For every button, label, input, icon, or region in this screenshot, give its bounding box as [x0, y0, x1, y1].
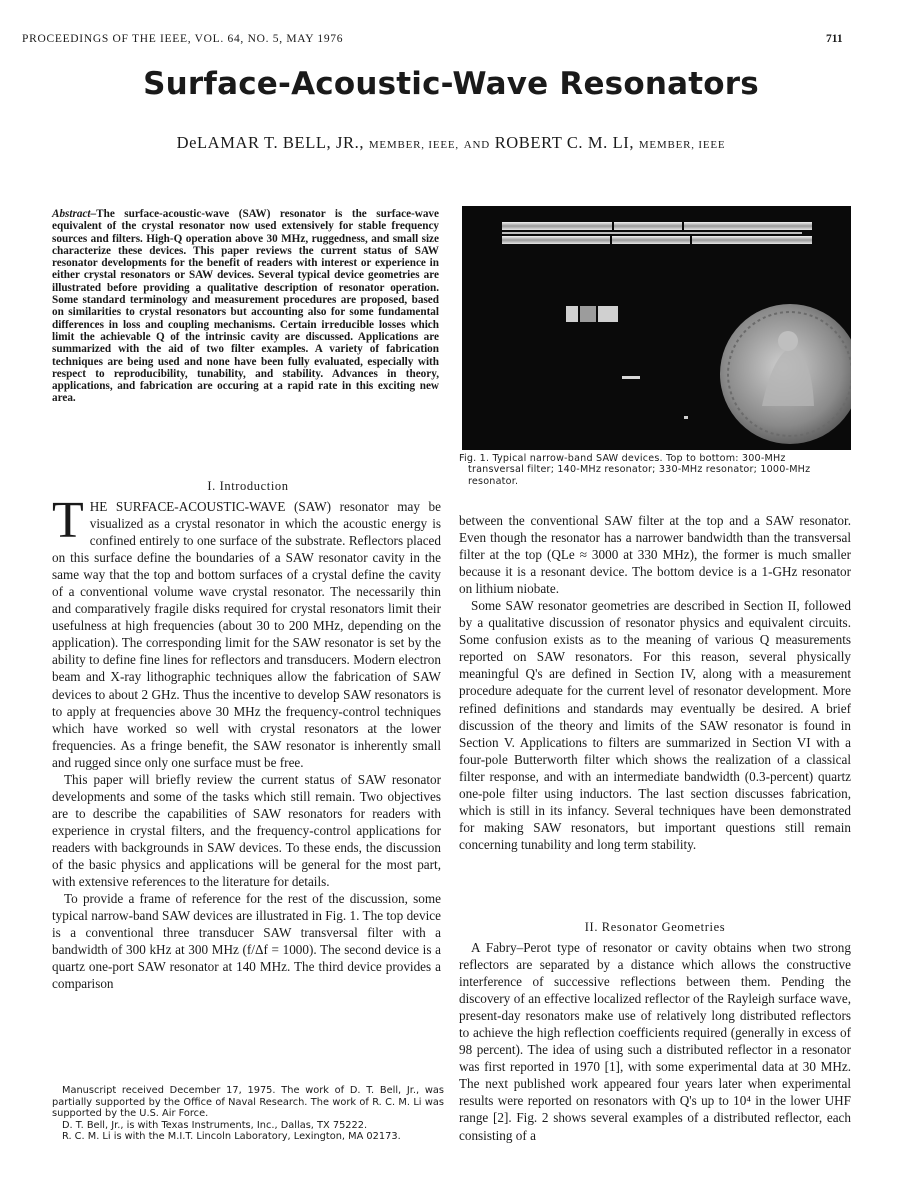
section-1-heading: I. Introduction: [207, 479, 289, 493]
footnote-author1: D. T. Bell, Jr., is with Texas Instruments, Inc., Dallas, TX 75222.: [62, 1119, 368, 1131]
transversal-filter-device: [502, 222, 812, 244]
author-line: [0, 133, 902, 153]
saw-devices-photo: [462, 206, 851, 450]
geometry-paragraph-1: A Fabry–Perot type of resonator or cavity obtains when two strong reflectors are separated by a distance which allows the constructive interference of successive reflections between them. Pending the discovery of an effective localized reflector of the Rayleigh surface wave, present-day resonators make use of relatively long distributed reflectors to achieve the high reflection coefficients required (generally in excess of 98 percent). The idea of using such a distributed reflector in a resonator was first reported in 1970 [1], with some experimental data at 30 MHz. The next published work appeared four years later when experimental results were reported on resonators with Q's up to 10⁴ in the lower UHF range [2]. Fig. 2 shows several examples of a distributed reflector, each consisting of a: [459, 940, 851, 1143]
section-2-heading: II. Resonator Geometries: [584, 920, 726, 934]
footnote-author2: R. C. M. Li is with the M.I.T. Lincoln Laboratory, Lexington, MA 02173.: [62, 1131, 401, 1143]
abstract-text: –The surface-acoustic-wave (SAW) resonator is the surface-wave equivalent of the crystal resonator now used extensively for stable frequency sources and filters. High-Q operation above 30 MHz, ruggedness, and small size characterize these devices. This paper reviews the current status of SAW resonator developments for the benefit of readers with interest or experience in either crystal resonators or SAW devices. Several typical device geometries are illustrated before providing a qualitative description of resonator operation. Some standard terminology and measurement procedures are proposed, based on similarities to crystal resonators but accounting also for some fundamental differences in loss and coupling mechanisms. Certain irreducible losses which limit the achievable Q of the intrinsic cavity are discussed. Applications are summarized with the aid of two filter examples. A variety of fabrication techniques are being used and none have been fully evaluated, especially with respect to reproducibility, tunability, and stability. Advances in theory, applications, and fabrication are occuring at a rapid rate in this exciting new area.: [52, 208, 439, 405]
abstract: [52, 208, 439, 405]
abstract-label: Abstract: [52, 208, 91, 220]
author1-name: DeLAMAR T. BELL, JR.,: [176, 133, 365, 152]
caption-line-1: Fig. 1. Typical narrow-band SAW devices. Top to bottom: 300-MHz: [459, 453, 786, 464]
author-conjunction: AND: [463, 139, 490, 151]
intro-p1-lead: HE SURFACE-ACOUSTIC-WAVE (SAW) resonator: [89, 499, 389, 514]
left-column-body: [52, 492, 441, 992]
intro-p1-rest: may be visualized as a crystal resonator in which the acoustic energy is confined entirely to one surface of the substrate. Reflectors placed on this surface define the boundaries of a SAW resonator cavity in the same way that the top and bottom surfaces of a crystal define the cavity of a conventional volume wave crystal resonator. The necessarily thin and comparatively fragile disks required for crystal resonators limit their usefulness at high frequencies (about 30 to 200 MHz, depending on the application). The corresponding limit for the SAW resonator is set by the ability to define fine lines for reflectors and transducers. Modern electron beam and X-ray lithographic techniques allow the fabrication of SAW devices to about 2 GHz. Thus the incentive to develop SAW resonators is to apply at frequencies above 30 MHz the frequency-control techniques which have worked so well with crystal resonators at the lower frequencies. As a fringe benefit, the SAW resonator is inherently small and rugged since only one surface must be free.: [52, 499, 441, 770]
drop-cap: T: [52, 492, 84, 549]
running-header: PROCEEDINGS OF THE IEEE, VOL. 64, NO. 5, MAY 1976: [22, 33, 344, 45]
intro-paragraph-2: This paper will briefly review the current status of SAW resonator developments and some of the tasks which still remain. Two objectives are to describe the capabilities of SAW resonators for readers with experience in crystal filters, and the frequency-control applications for readers with backgrounds in SAW devices. To these ends, the discussion of the basic physics and applications will be general for the most part, with extensive references to the literature for details.: [52, 771, 441, 890]
footnotes: [52, 1085, 444, 1143]
resonator-330mhz-device: [622, 376, 640, 379]
resonator-140mhz-device: [566, 306, 618, 322]
intro-paragraph-5: Some SAW resonator geometries are described in Section II, followed by a qualitative discussion of resonator physics and equivalent circuits. Some confusion exists as to the meaning of various Q measurements reported on SAW resonators. For this reason, several physically meaningful Q's are defined in Section IV, along with a measurement procedure adequate for the current level of resonator development. More refined definitions and standards may eventually be desired. A brief discussion of the theory and limits of the SAW resonator is found in Section V. Applications to filters are summarized in Section VI with a four-pole Butterworth filter which shows the realization of a classical filter response, and with an intermediate bandwidth (0.3-percent) quartz one-pole filter using inductors. The last section discusses fabrication, which is still in its infancy. Several techniques have been demonstrated for making SAW resonators, but important questions still remain concerning tunability and long term stability.: [459, 598, 851, 852]
intro-paragraph-1: [52, 492, 441, 771]
intro-paragraph-3: To provide a frame of reference for the rest of the discussion, some typical narrow-band SAW devices are illustrated in Fig. 1. The top device is a conventional three transducer SAW transversal filter with a bandwidth of 300 kHz at 300 MHz (f/Δf = 1000). The second device is a quartz one-port SAW resonator at 140 MHz. The third device provides a comparison: [52, 891, 441, 992]
author2-name: ROBERT C. M. LI,: [494, 133, 635, 152]
figure-1-caption: [459, 453, 851, 487]
section-2-body: [459, 939, 851, 1144]
resonator-1ghz-device: [684, 416, 688, 419]
paper-title: Surface-Acoustic-Wave Resonators: [143, 66, 759, 102]
page-number: 711: [826, 33, 843, 45]
caption-rest: transversal filter; 140-MHz resonator; 330-MHz resonator; 1000-MHz resonator.: [468, 464, 811, 487]
intro-paragraph-4: between the conventional SAW filter at the top and a SAW resonator. Even though the resonator has a narrower bandwidth than the transversal filter at the top (QLe ≈ 3000 at 330 MHz), the former is much smaller because it is a resonant device. The bottom device is a 1-GHz resonator on lithium niobate.: [459, 513, 851, 597]
figure-1-photo: [462, 206, 851, 450]
footnote-manuscript: Manuscript received December 17, 1975. The work of D. T. Bell, Jr., was partially supported by the Office of Naval Research. The work of R. C. M. Li was supported by the U.S. Air Force.: [52, 1085, 444, 1120]
author2-membership: MEMBER, IEEE: [638, 139, 726, 151]
right-column-body: [459, 512, 851, 853]
author1-membership: MEMBER, IEEE,: [368, 139, 459, 151]
